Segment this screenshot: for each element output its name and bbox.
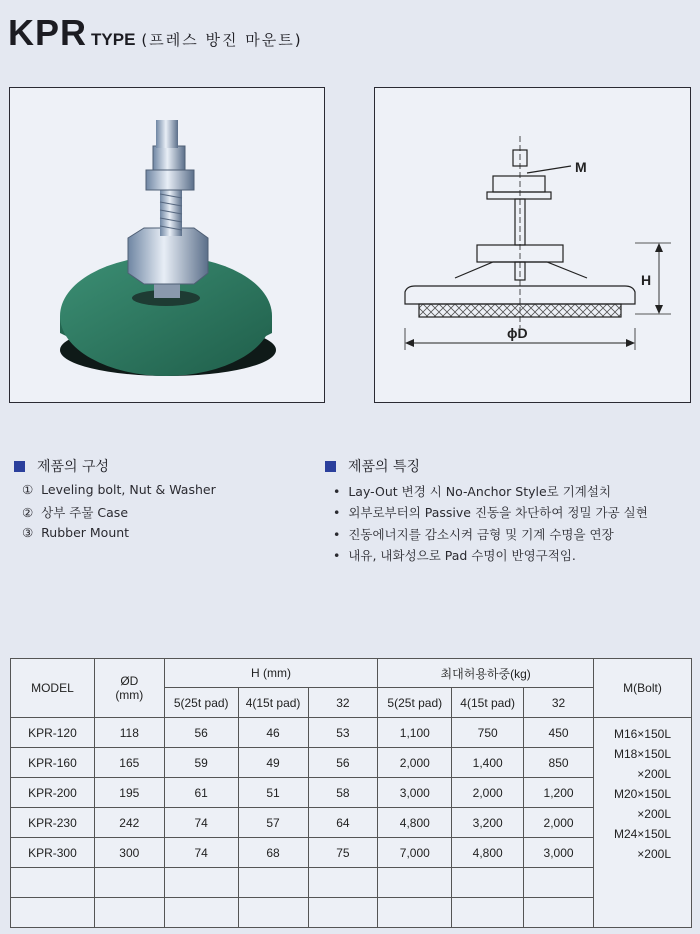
cell-h4: 49	[238, 748, 308, 778]
cell-load4: 1,400	[452, 748, 524, 778]
composition-item: ① Leveling bolt, Nut & Washer	[22, 482, 216, 497]
table-row	[11, 778, 692, 808]
section-square-icon	[325, 461, 336, 472]
table-row	[11, 718, 692, 748]
header-h-sub: 32	[308, 688, 378, 718]
header-h: H (mm)	[164, 659, 378, 688]
drawing-label-h: H	[641, 272, 652, 288]
bolt-spec: ×200L	[637, 847, 671, 861]
features-heading: 제품의 특징	[325, 456, 420, 476]
cell-model: KPR-230	[11, 808, 95, 838]
cell-load5: 1,100	[378, 718, 452, 748]
header-model: MODEL	[11, 659, 95, 718]
cell-load4: 2,000	[452, 778, 524, 808]
cell-od: 195	[94, 778, 164, 808]
cell-h32: 75	[308, 838, 378, 868]
cell-h32: 56	[308, 748, 378, 778]
drawing-label-m: M	[575, 159, 587, 175]
bolt-spec: ×200L	[637, 767, 671, 781]
cell-h32: 58	[308, 778, 378, 808]
cell-load4: 750	[452, 718, 524, 748]
header-load-sub: 5(25t pad)	[378, 688, 452, 718]
product-photo	[10, 88, 324, 402]
cell-model: KPR-120	[11, 718, 95, 748]
product-photo-frame	[9, 87, 325, 403]
cell-od: 242	[94, 808, 164, 838]
composition-heading: 제품의 구성	[14, 456, 109, 476]
feature-item: • 외부로부터의 Passive 진동을 차단하여 정밀 가공 실현	[333, 505, 648, 520]
title-model: KPR	[8, 12, 88, 53]
composition-item: ② 상부 주물 Case	[22, 505, 129, 520]
technical-drawing	[375, 88, 690, 402]
feature-item: • 내유, 내화성으로 Pad 수명이 반영구적임.	[333, 548, 576, 563]
bolt-spec: M20×150L	[613, 787, 671, 801]
header-bolt: M(Bolt)	[593, 659, 691, 718]
page-title	[8, 12, 303, 54]
cell-h32: 64	[308, 808, 378, 838]
bolt-spec: M24×150L	[613, 827, 671, 841]
cell-h5: 59	[164, 748, 238, 778]
header-load-sub: 32	[524, 688, 594, 718]
cell-load32: 2,000	[524, 808, 594, 838]
cell-h5: 74	[164, 808, 238, 838]
table-row-empty	[11, 898, 692, 928]
cell-bolt-specs	[593, 718, 691, 928]
cell-load32: 850	[524, 748, 594, 778]
cell-od: 165	[94, 748, 164, 778]
header-h-sub: 5(25t pad)	[164, 688, 238, 718]
header-load-sub: 4(15t pad)	[452, 688, 524, 718]
cell-h32: 53	[308, 718, 378, 748]
cell-load5: 4,800	[378, 808, 452, 838]
header-od: ØD (mm)	[94, 659, 164, 718]
cell-h4: 46	[238, 718, 308, 748]
cell-model: KPR-200	[11, 778, 95, 808]
table-row-empty	[11, 868, 692, 898]
feature-item: • 진동에너지를 감소시켜 금형 및 기계 수명을 연장	[333, 527, 614, 542]
cell-load4: 3,200	[452, 808, 524, 838]
table-row	[11, 748, 692, 778]
cell-h5: 61	[164, 778, 238, 808]
cell-od: 118	[94, 718, 164, 748]
feature-item: • Lay-Out 변경 시 No-Anchor Style로 기계설치	[333, 484, 612, 499]
title-type: TYPE	[91, 30, 136, 49]
table-row	[11, 838, 692, 868]
cell-load5: 7,000	[378, 838, 452, 868]
cell-model: KPR-160	[11, 748, 95, 778]
bolt-spec: ×200L	[637, 807, 671, 821]
cell-h5: 74	[164, 838, 238, 868]
cell-load5: 2,000	[378, 748, 452, 778]
bolt-spec: M16×150L	[613, 727, 671, 741]
cell-load32: 3,000	[524, 838, 594, 868]
cell-h4: 68	[238, 838, 308, 868]
cell-load4: 4,800	[452, 838, 524, 868]
cell-od: 300	[94, 838, 164, 868]
cell-h5: 56	[164, 718, 238, 748]
header-load: 최대허용하중(kg)	[378, 659, 594, 688]
technical-drawing-frame	[374, 87, 691, 403]
drawing-label-d: ϕD	[507, 325, 528, 341]
cell-model: KPR-300	[11, 838, 95, 868]
table-row	[11, 808, 692, 838]
header-h-sub: 4(15t pad)	[238, 688, 308, 718]
cell-h4: 51	[238, 778, 308, 808]
cell-h4: 57	[238, 808, 308, 838]
title-subtitle: (프레스 방진 마운트)	[141, 31, 303, 49]
section-square-icon	[14, 461, 25, 472]
composition-item: ③ Rubber Mount	[22, 525, 130, 540]
cell-load5: 3,000	[378, 778, 452, 808]
cell-load32: 1,200	[524, 778, 594, 808]
cell-load32: 450	[524, 718, 594, 748]
spec-table	[10, 658, 692, 928]
bolt-spec: M18×150L	[613, 747, 671, 761]
